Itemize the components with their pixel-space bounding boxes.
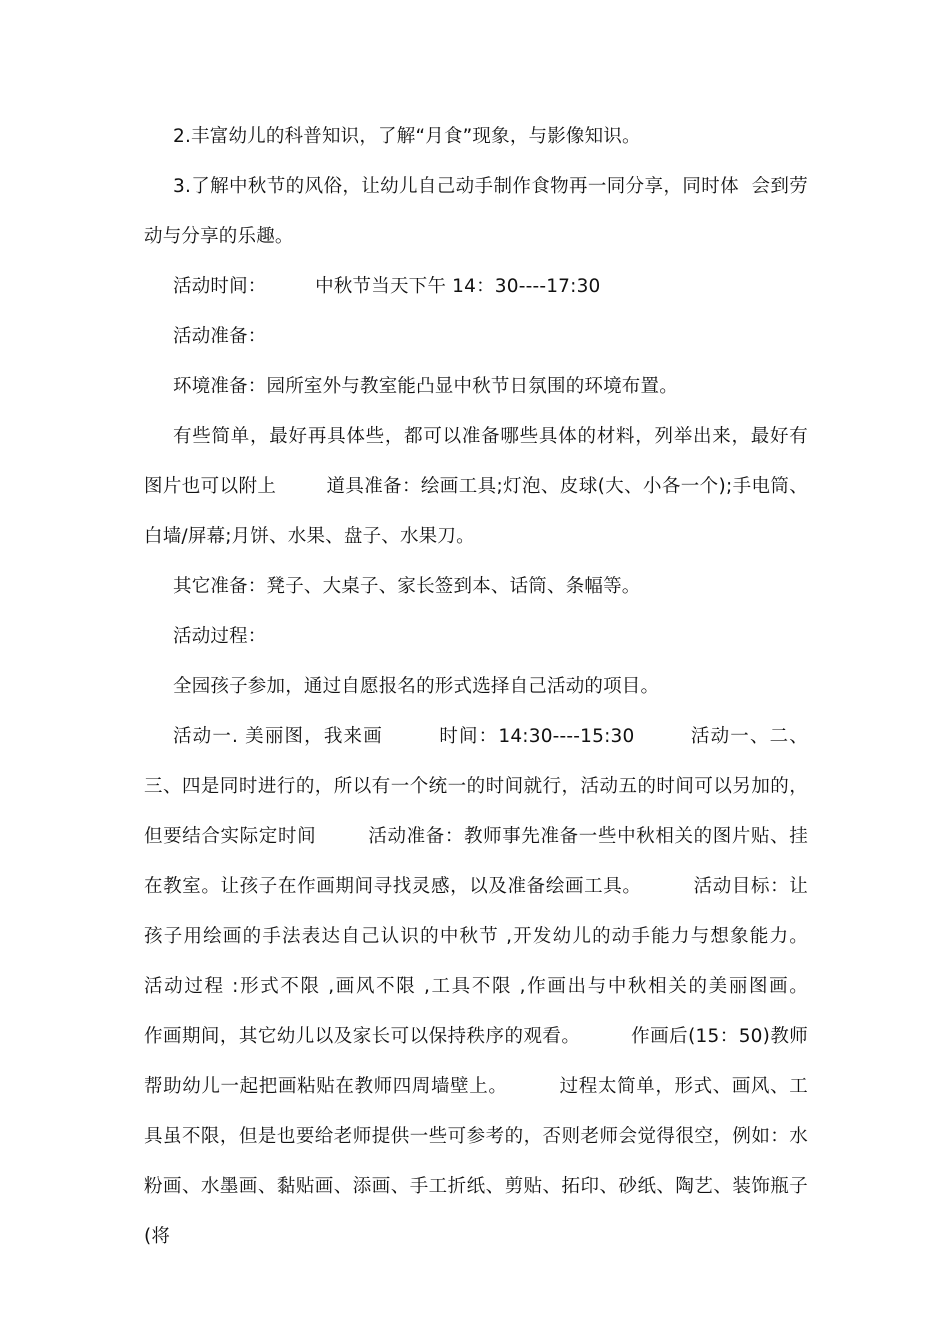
- document-body: [144, 112, 857, 1262]
- paragraph-activity-time: 活动时间： 中秋节当天下午 14：30----17:30: [173, 276, 601, 297]
- paragraph-activity-one: 活动一. 美丽图，我来画 时间：14:30----15:30 活动一、二、三、四是同时进行的，所以有一个统一的时间就行，活动五的时间可以另加的，但要结合实际定时间 活动准备：教师事先准备一些中秋相关的图片贴、挂在教室。让孩子在作画期间寻找灵感，以及准备绘画工具。 活动目标：让孩子用绘画的手法表达自己认识的中秋节 ,开发幼儿的动手能力与想象能力。 活动过程 :形式不限 ,画风不限 ,工具不限 ,作画出与中秋相关的美丽图画。 作画期间，其它幼儿以及家长可以保持秩序的观看。 作画后(15：50)教师帮助幼儿一起把画粘贴在教师四周墙壁上。 过程太简单，形式、画风、工具虽不限，但是也要给老师提供一些可参考的，否则老师会觉得很空，例如：水粉画、水墨画、黏贴画、添画、手工折纸、剪贴、拓印、砂纸、陶艺、装饰瓶子(将: [144, 726, 857, 1247]
- paragraph-activity-prep-heading: 活动准备：: [173, 326, 267, 347]
- paragraph-activity-process-heading: 活动过程：: [173, 626, 267, 647]
- paragraph-environment-prep: 环境准备：园所室外与教室能凸显中秋节日氛围的环境布置。: [173, 376, 678, 397]
- paragraph-goal-3: 3.了解中秋节的风俗，让幼儿自己动手制作食物再一同分享，同时体 会到劳动与分享的乐趣。: [144, 176, 808, 247]
- paragraph-goal-2: 2.丰富幼儿的科普知识，了解“月食”现象，与影像知识。: [173, 126, 641, 147]
- paragraph-other-prep: 其它准备：凳子、大桌子、家长签到本、话筒、条幅等。: [173, 576, 641, 597]
- paragraph-props-prep: 有些简单，最好再具体些，都可以准备哪些具体的材料，列举出来，最好有图片也可以附上 道具准备：绘画工具;灯泡、皮球(大、小各一个);手电筒、白墙/屏幕;月饼、水果、盘子、水果刀。: [144, 426, 808, 547]
- paragraph-participation: 全园孩子参加，通过自愿报名的形式选择自己活动的项目。: [173, 676, 660, 697]
